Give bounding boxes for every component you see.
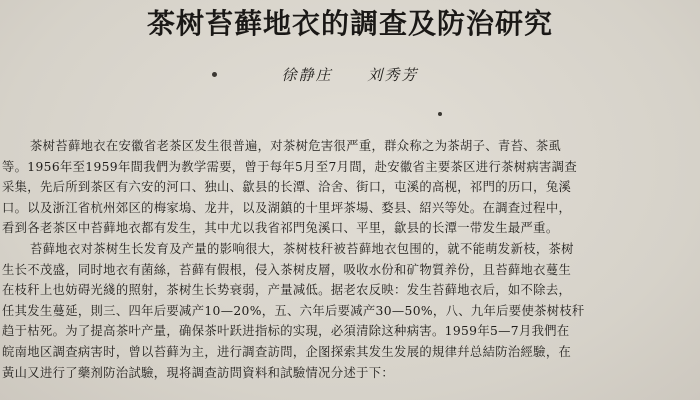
text-line: 口。以及浙江省杭州郊区的梅家塢、龙井，以及湖鎮的十里坪茶場、婺县、紹兴等处。在調查过程中， — [2, 200, 572, 215]
author-name: 刘秀芳 — [367, 66, 419, 84]
text-line: 茶树苔藓地衣在安徽省老茶区发生很普遍，对茶树危害很严重，群众称之为茶胡子、青苔、茶虱 — [30, 139, 562, 153]
print-speck — [212, 72, 217, 77]
text-line: 采集，先后所到茶区有六安的河口、独山、歙县的长潭、洽舍、街口，屯溪的高枧，祁門的历口，兔溪 — [2, 180, 572, 195]
text-line: 黃山又进行了藥剂防治試驗，現将調查訪問資料和試驗情况分述于下： — [2, 365, 395, 380]
author-line — [0, 64, 700, 85]
text-line: 趋于枯死。为了提高茶叶产量，确保茶叶跃进指标的实現，必須清除这种病害。1959年5—7月我們在 — [2, 324, 570, 339]
print-speck — [438, 112, 442, 116]
text-line: 皖南地区調查病害时，曾以苔藓为主，进行調查訪問，企图探索其发生发展的規律幷总結防治經驗，在 — [2, 344, 572, 359]
author-name: 徐静庄 — [281, 66, 333, 84]
body-paragraphs — [2, 136, 698, 383]
text-line: 任其发生蔓延，則三、四年后要减产10—20%，五、六年后要减产30—50%，八、九年后要使茶树枝秆 — [2, 303, 585, 318]
text-line: 等。1956年至1959年間我們为教学需要，曾于每年5月至7月間，赴安徽省主要茶区进行茶树病害調查 — [2, 159, 577, 174]
text-line: 生长不茂盛，同时地衣有菌絲，苔藓有假根，侵入茶树皮層，吸收水份和矿物質养份，且苔藓地衣蔓生 — [2, 262, 572, 277]
text-line: 看到各老茶区中苔藓地衣都有发生，其中尤以我省祁門兔溪口、平里，歙县的长潭一带发生最严重。 — [2, 221, 559, 236]
text-line: 在枝秆上也妨碍光綫的照射，茶树生长势衰弱，产量减低。据老农反映：发生苔藓地衣后，如不除去， — [2, 283, 572, 298]
text-line: 苔藓地衣对茶树生长发育及产量的影响很大，茶树枝秆被苔藓地衣包围的，就不能萌发新枝，茶树 — [30, 241, 574, 256]
paper-title: 茶树苔藓地衣的調查及防治研究 — [146, 7, 553, 40]
